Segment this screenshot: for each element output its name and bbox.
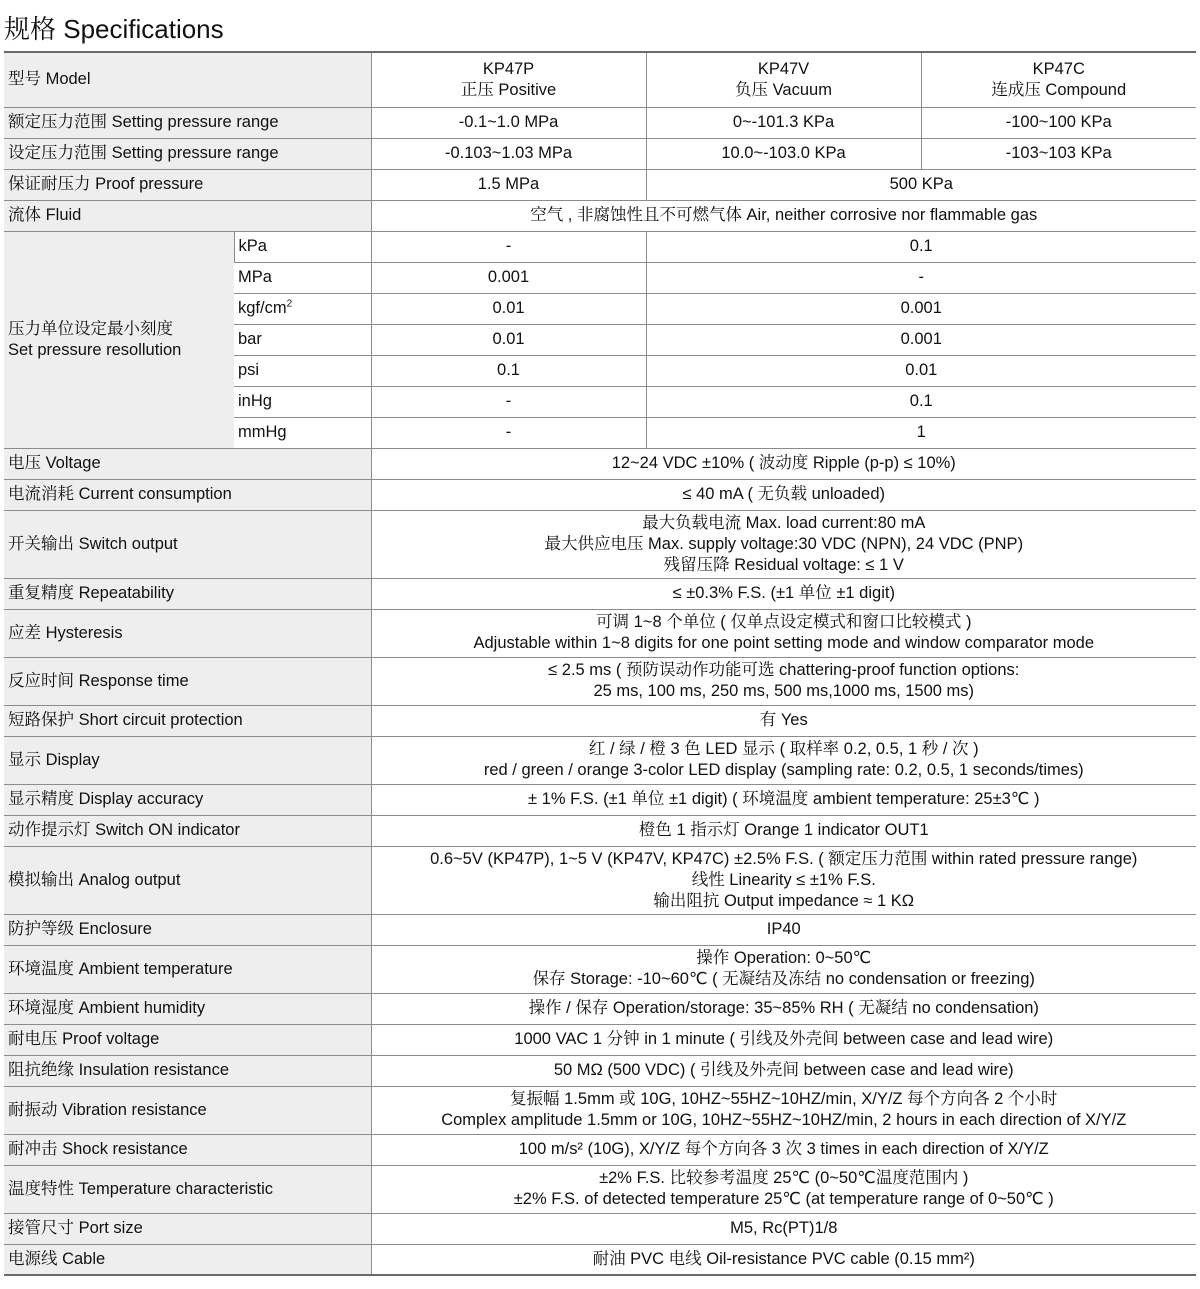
spec-value: 橙色 1 指示灯 Orange 1 indicator OUT1: [371, 815, 1196, 846]
value-line: 复振幅 1.5mm 或 10G, 10HZ~55HZ~10HZ/min, X/Y/Z 每个方向各 2 个小时: [510, 1090, 1058, 1108]
spec-label: 耐电压 Proof voltage: [4, 1024, 371, 1055]
page-title: 规格 Specifications: [4, 14, 224, 44]
port-size-row: [4, 1213, 1196, 1244]
spec-value: 0.1: [371, 355, 646, 386]
value-line: red / green / orange 3-color LED display (sampling rate: 0.2, 0.5, 1 seconds/times): [483, 761, 1084, 779]
enclosure-row: [4, 914, 1196, 945]
spec-value: -0.1~1.0 MPa: [371, 107, 646, 138]
spec-value: [371, 945, 1196, 993]
spec-value: [371, 736, 1196, 784]
proof-pressure-row: [4, 169, 1196, 200]
value-line: 最大负载电流 Max. load current:80 mA: [642, 513, 926, 532]
spec-label: 阻抗绝缘 Insulation resistance: [4, 1055, 371, 1086]
spec-value: 0.001: [371, 262, 646, 293]
model-code: KP47C: [1032, 59, 1085, 78]
spec-value: 空气 , 非腐蚀性且不可燃气体 Air, neither corrosive nor flammable gas: [371, 200, 1196, 231]
unit-label: [234, 293, 371, 324]
value-line: 红 / 绿 / 橙 3 色 LED 显示 ( 取样率 0.2, 0.5, 1 秒 / 次 ): [588, 740, 979, 758]
spec-label: 流体 Fluid: [4, 200, 371, 231]
model-code: KP47V: [757, 59, 810, 78]
spec-label: 电压 Voltage: [4, 448, 371, 479]
model-name: 负压 Vacuum: [735, 80, 832, 99]
spec-value: IP40: [371, 914, 1196, 945]
value-line: 输出阻抗 Output impedance ≈ 1 KΩ: [653, 891, 915, 910]
resolution-label-en: Set pressure resollution: [8, 340, 182, 359]
switch-output-row: [4, 510, 1196, 578]
vibration-row: [4, 1086, 1196, 1134]
spec-value: 有 Yes: [371, 705, 1196, 736]
unit-text: kgf/cm: [238, 299, 287, 317]
spec-value: 1.5 MPa: [371, 169, 646, 200]
resolution-row: [4, 231, 1196, 262]
model-code: KP47P: [482, 59, 535, 78]
spec-label: 温度特性 Temperature characteristic: [4, 1165, 371, 1213]
spec-label: 环境温度 Ambient temperature: [4, 945, 371, 993]
spec-value: 50 MΩ (500 VDC) ( 引线及外壳间 between case and lead wire): [371, 1055, 1196, 1086]
unit-label: MPa: [234, 262, 371, 293]
spec-value: 10.0~-103.0 KPa: [646, 138, 921, 169]
spec-label: 耐振动 Vibration resistance: [4, 1086, 371, 1134]
shock-row: [4, 1134, 1196, 1165]
value-line: 操作 Operation: 0~50℃: [696, 949, 872, 967]
spec-value: [371, 846, 1196, 914]
spec-value: 耐油 PVC 电线 Oil-resistance PVC cable (0.15 mm²): [371, 1244, 1196, 1275]
resolution-label: [4, 231, 234, 448]
spec-value: 12~24 VDC ±10% ( 波动度 Ripple (p-p) ≤ 10%): [371, 448, 1196, 479]
display-row: [4, 736, 1196, 784]
spec-label: 电源线 Cable: [4, 1244, 371, 1275]
spec-value: 1: [646, 417, 1196, 448]
spec-label: 保证耐压力 Proof pressure: [4, 169, 371, 200]
proof-voltage-row: [4, 1024, 1196, 1055]
spec-value: ≤ 40 mA ( 无负载 unloaded): [371, 479, 1196, 510]
model-name: 正压 Positive: [460, 80, 557, 99]
model-kp47v-header: [646, 52, 921, 107]
spec-value: -100~100 KPa: [921, 107, 1196, 138]
unit-label: psi: [234, 355, 371, 386]
model-label: 型号 Model: [4, 52, 371, 107]
value-line: 可调 1~8 个单位 ( 仅单点设定模式和窗口比较模式 ): [596, 613, 972, 631]
fluid-row: [4, 200, 1196, 231]
value-line: 25 ms, 100 ms, 250 ms, 500 ms,1000 ms, 1500 ms): [593, 682, 975, 700]
spec-label: 应差 Hysteresis: [4, 609, 371, 657]
spec-label: 开关输出 Switch output: [4, 510, 371, 578]
spec-label: 显示精度 Display accuracy: [4, 784, 371, 815]
spec-value: 0~-101.3 KPa: [646, 107, 921, 138]
insulation-row: [4, 1055, 1196, 1086]
spec-value: 0.001: [646, 324, 1196, 355]
spec-label: 耐冲击 Shock resistance: [4, 1134, 371, 1165]
unit-superscript: 2: [286, 298, 293, 310]
spec-value: 1000 VAC 1 分钟 in 1 minute ( 引线及外壳间 between case and lead wire): [371, 1024, 1196, 1055]
repeatability-row: [4, 578, 1196, 609]
spec-value: -103~103 KPa: [921, 138, 1196, 169]
spec-value: -: [371, 231, 646, 262]
ambient-humidity-row: [4, 993, 1196, 1024]
value-line: 残留压降 Residual voltage: ≤ 1 V: [663, 555, 904, 574]
analog-output-row: [4, 846, 1196, 914]
spec-label: 设定压力范围 Setting pressure range: [4, 138, 371, 169]
spec-value: -: [646, 262, 1196, 293]
spec-value: 操作 / 保存 Operation/storage: 35~85% RH ( 无凝结 no condensation): [371, 993, 1196, 1024]
cable-row: [4, 1244, 1196, 1275]
spec-value: -: [371, 417, 646, 448]
spec-value: 0.1: [646, 386, 1196, 417]
value-line: 保存 Storage: -10~60℃ ( 无凝结及冻结 no condensation or freezing): [532, 970, 1035, 988]
unit-label: inHg: [234, 386, 371, 417]
spec-label: 防护等级 Enclosure: [4, 914, 371, 945]
spec-label: 电流消耗 Current consumption: [4, 479, 371, 510]
unit-label: kPa: [234, 231, 371, 262]
value-line: ≤ 2.5 ms ( 预防误动作功能可选 chattering-proof function options:: [548, 661, 1020, 679]
setting-range-row: [4, 138, 1196, 169]
spec-label: 接管尺寸 Port size: [4, 1213, 371, 1244]
resolution-label-zh: 压力单位设定最小刻度: [8, 319, 173, 338]
spec-value: ± 1% F.S. (±1 单位 ±1 digit) ( 环境温度 ambient temperature: 25±3℃ ): [371, 784, 1196, 815]
value-line: 线性 Linearity ≤ ±1% F.S.: [691, 870, 876, 889]
spec-value: [371, 1165, 1196, 1213]
value-line: ±2% F.S. of detected temperature 25℃ (at temperature range of 0~50℃ ): [513, 1190, 1054, 1208]
response-row: [4, 657, 1196, 705]
spec-label: 环境湿度 Ambient humidity: [4, 993, 371, 1024]
spec-value: [371, 609, 1196, 657]
spec-value: [371, 657, 1196, 705]
indicator-row: [4, 815, 1196, 846]
spec-value: -0.103~1.03 MPa: [371, 138, 646, 169]
spec-value: [371, 1086, 1196, 1134]
model-kp47p-header: [371, 52, 646, 107]
value-line: ±2% F.S. 比较参考温度 25℃ (0~50℃温度范围内 ): [599, 1169, 969, 1187]
spec-label: 短路保护 Short circuit protection: [4, 705, 371, 736]
hysteresis-row: [4, 609, 1196, 657]
spec-value: 0.01: [371, 324, 646, 355]
value-line: Complex amplitude 1.5mm or 10G, 10HZ~55HZ~10HZ/min, 2 hours in each direction of X/Y/Z: [441, 1111, 1127, 1129]
spec-value: 500 KPa: [646, 169, 1196, 200]
spec-label: 重复精度 Repeatability: [4, 578, 371, 609]
voltage-row: [4, 448, 1196, 479]
model-name: 连成压 Compound: [991, 80, 1127, 99]
spec-label: 显示 Display: [4, 736, 371, 784]
value-line: 最大供应电压 Max. supply voltage:30 VDC (NPN), 24 VDC (PNP): [544, 534, 1024, 553]
spec-value: M5, Rc(PT)1/8: [371, 1213, 1196, 1244]
current-row: [4, 479, 1196, 510]
spec-value: 0.001: [646, 293, 1196, 324]
spec-value: [371, 510, 1196, 578]
spec-label: 反应时间 Response time: [4, 657, 371, 705]
temperature-characteristic-row: [4, 1165, 1196, 1213]
spec-value: 0.01: [371, 293, 646, 324]
spec-label: 额定压力范围 Setting pressure range: [4, 107, 371, 138]
rated-range-row: [4, 107, 1196, 138]
display-accuracy-row: [4, 784, 1196, 815]
spec-value: 0.01: [646, 355, 1196, 386]
spec-value: 0.1: [646, 231, 1196, 262]
spec-value: -: [371, 386, 646, 417]
specifications-table: [4, 51, 1196, 1276]
model-header-row: [4, 52, 1196, 107]
unit-label: mmHg: [234, 417, 371, 448]
spec-label: 模拟输出 Analog output: [4, 846, 371, 914]
value-line: Adjustable within 1~8 digits for one point setting mode and window comparator mode: [473, 634, 1094, 652]
model-kp47c-header: [921, 52, 1196, 107]
value-line: 0.6~5V (KP47P), 1~5 V (KP47V, KP47C) ±2.5% F.S. ( 额定压力范围 within rated pressure range): [430, 849, 1138, 868]
unit-label: bar: [234, 324, 371, 355]
spec-value: ≤ ±0.3% F.S. (±1 单位 ±1 digit): [371, 578, 1196, 609]
spec-value: 100 m/s² (10G), X/Y/Z 每个方向各 3 次 3 times in each direction of X/Y/Z: [371, 1134, 1196, 1165]
spec-label: 动作提示灯 Switch ON indicator: [4, 815, 371, 846]
ambient-temperature-row: [4, 945, 1196, 993]
short-circuit-row: [4, 705, 1196, 736]
